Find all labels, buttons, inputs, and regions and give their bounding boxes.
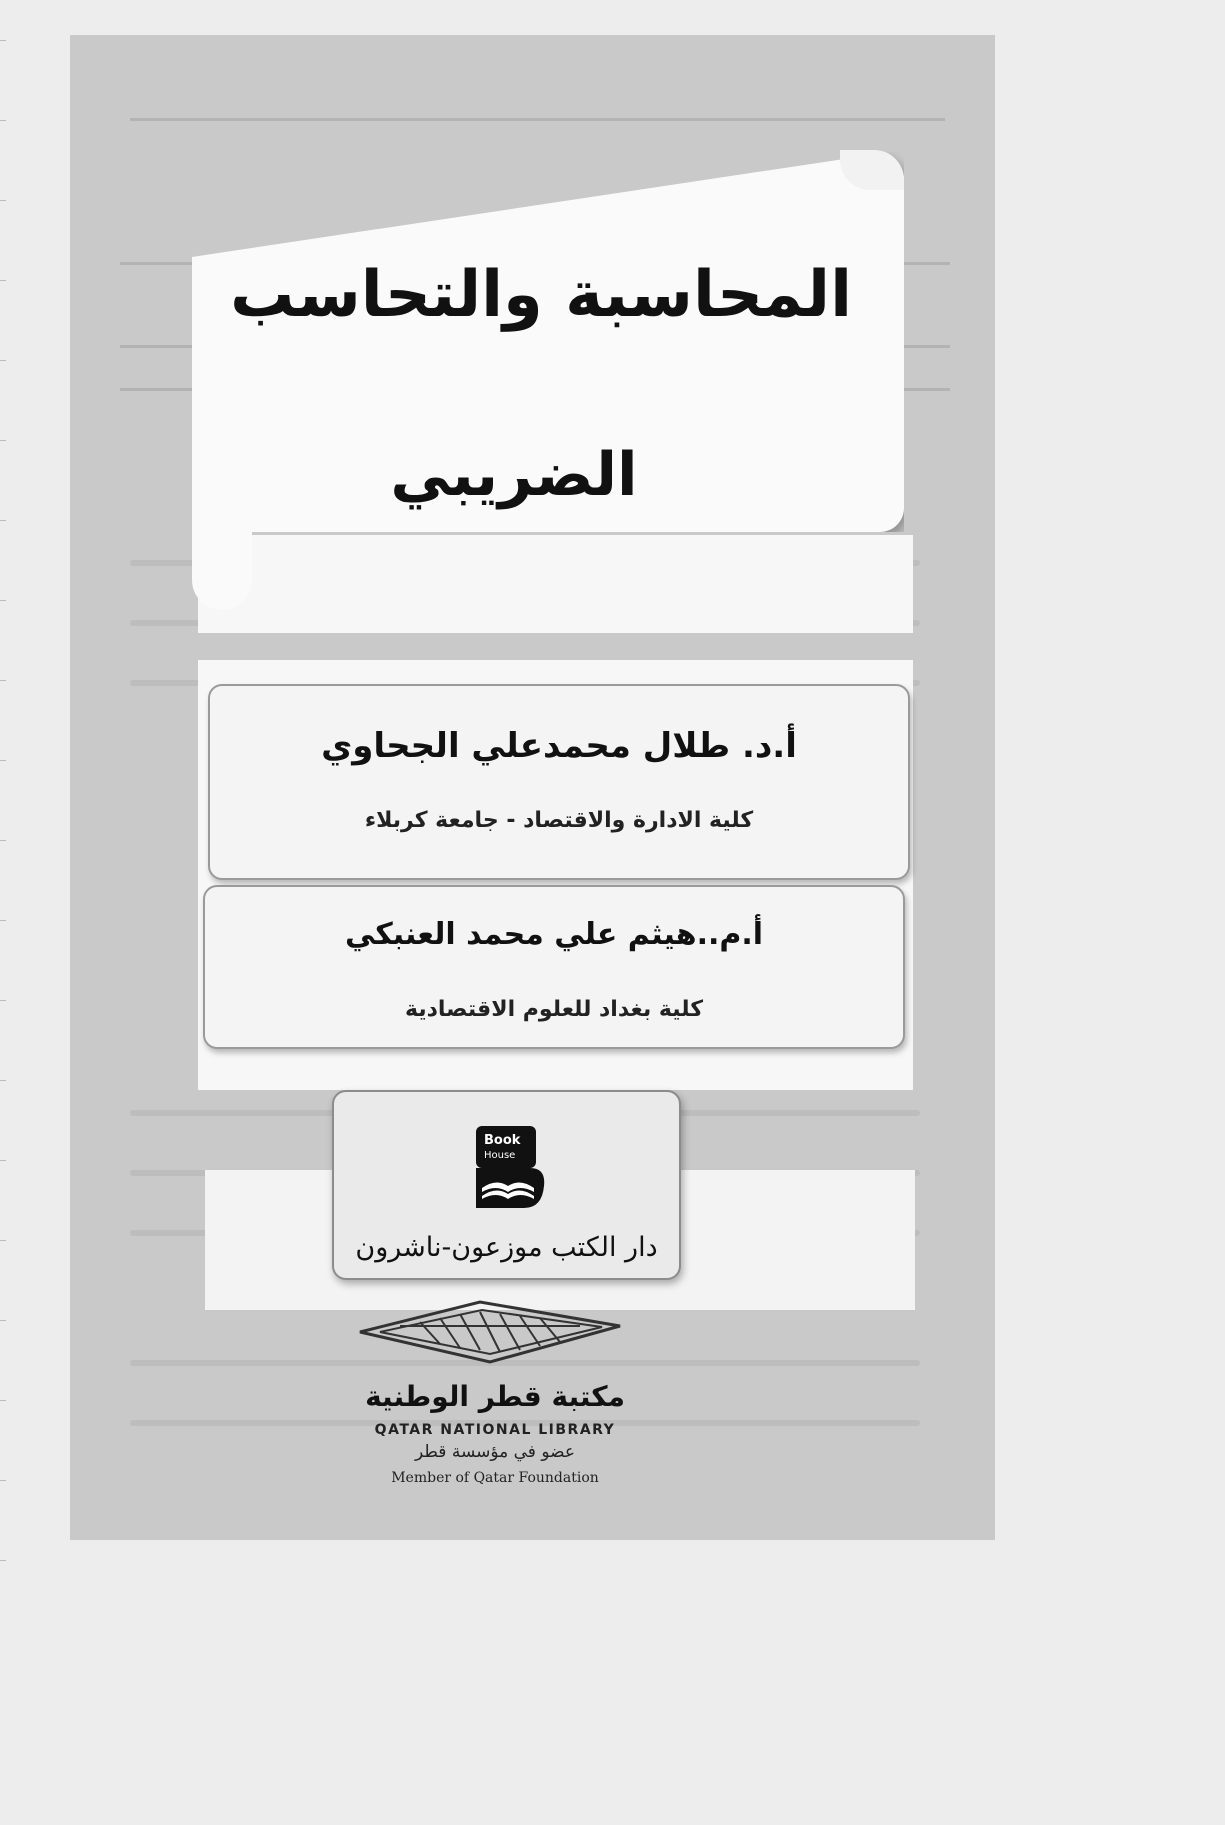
banner-curl bbox=[192, 520, 252, 610]
author-box-2 bbox=[203, 885, 905, 1049]
logo-text: House bbox=[484, 1150, 516, 1161]
library-name-en: QATAR NATIONAL LIBRARY bbox=[374, 1422, 616, 1438]
banner-strip bbox=[198, 535, 913, 633]
author-name: أ.د. طلال محمدعلي الجحاوي bbox=[321, 726, 797, 766]
book-title-line2: الضريبي bbox=[390, 440, 638, 510]
qnl-logo-icon bbox=[340, 1292, 650, 1372]
bleed-line bbox=[130, 118, 945, 121]
book-title-line1: المحاسبة والتحاسب bbox=[230, 258, 852, 332]
publisher-name: دار الكتب موزعون-ناشرون bbox=[355, 1232, 658, 1263]
logo-text: Book bbox=[484, 1133, 521, 1148]
library-member-ar: عضو في مؤسسة قطر bbox=[414, 1442, 576, 1462]
book-house-logo-icon bbox=[472, 1124, 546, 1210]
publisher-box bbox=[332, 1090, 681, 1280]
author-name: أ.م..هيثم علي محمد العنبكي bbox=[344, 917, 764, 952]
library-name-ar: مكتبة قطر الوطنية bbox=[365, 1380, 625, 1413]
author-box-1 bbox=[208, 684, 910, 880]
library-stamp bbox=[340, 1292, 650, 1492]
author-affiliation: كلية بغداد للعلوم الاقتصادية bbox=[405, 997, 703, 1022]
author-affiliation: كلية الادارة والاقتصاد - جامعة كربلاء bbox=[364, 808, 754, 833]
library-member-en: Member of Qatar Foundation bbox=[391, 1470, 599, 1486]
